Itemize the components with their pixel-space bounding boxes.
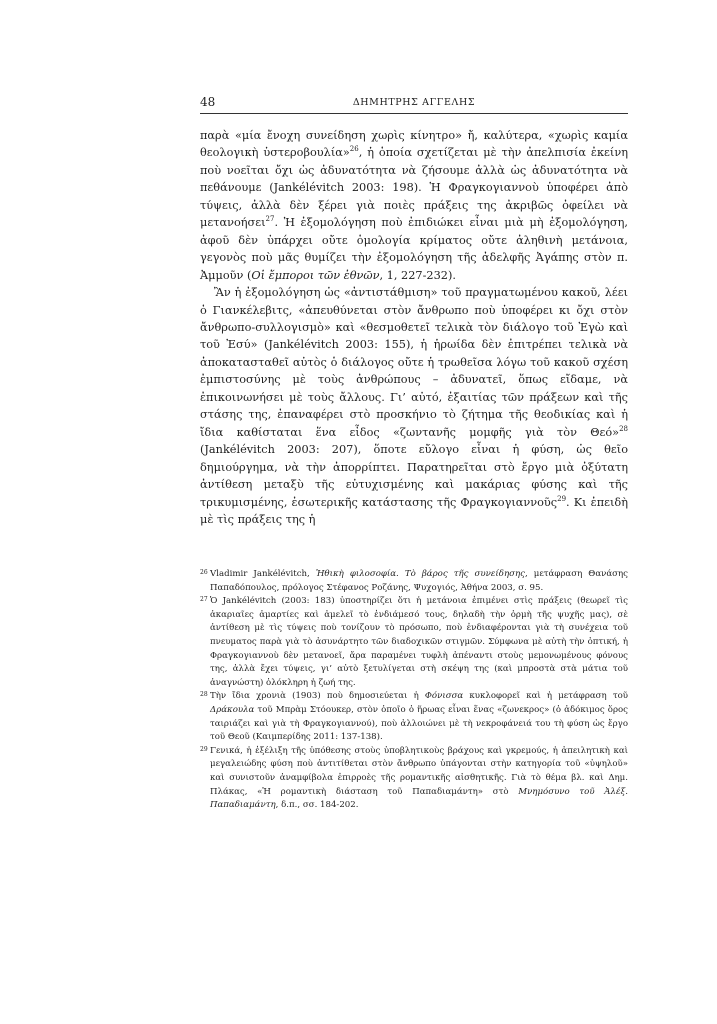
footnote-number: 28 — [200, 691, 208, 699]
footnote-ref-29[interactable]: 29 — [557, 494, 567, 503]
paragraph-2: Ἂν ἡ ἐξομολόγηση ὡς «ἀντιστάθμιση» τοῦ πραγματωμένου κακοῦ, λέει ὁ Γιανκέλεβιτς, «ἀπευθύνεται στὸν ἄνθρωπο ποὺ ὑποφέρει κι ὄχι στὸν ἄνθρωπο-συλλογισμὸ» καὶ «θεσμοθετεῖ τελικὰ τὸν διάλογο τοῦ Ἐγὼ καὶ τοῦ Ἐσύ» (Jankélévitch 2003: 155), ἡ ἡρωίδα δὲν ἐπιτρέπει τελικὰ νὰ ἀποκατασταθεῖ αὐτὸς ὁ διάλογος οὔτε ἡ τρωθεῖσα λόγω τοῦ κακοῦ σχέση ἐμπιστοσύνης μὲ τοὺς ἀνθρώπους – ἀδυνατεῖ, ὅπως εἴδαμε, νὰ ἐπικοινωνήσει μὲ τοὺς ἄλλους. Γι’ αὐτό, ἐξαιτίας τῶν πράξεων καὶ τῆς στάσης της, ἐπαναφέρει στὸ προσκήνιο τὸ ζήτημα τῆς θεοδικίας καὶ ἡ ἴδια καθίσταται ἕνα εἶδος «ζωντανῆς μομφῆς γιὰ τὸν Θεό»$^{28}$ (Jankélévitch 2003: 207), ὅποτε εὔλογο εἶναι ἡ φύση, ὡς θεῖο δημιούργημα, νὰ τὴν ἀπορρίπτει. Παρατηρεῖται στὸ ἔργο μιὰ ὀξύτατη ἀντίθεση μεταξὺ τῆς εὐτυχισμένης καὶ μακάριας φύσης καὶ τῆς τρικυμισμένης, ἐσωτερικῆς κατάστασης τῆς Φραγκογιαννοῦς$^{29}$. Κι ἐπειδὴ μὲ τὶς πράξεις της ἡ — [200, 286, 629, 526]
footnote-26: 26 Vladimir Jankélévitch, Ἠθικὴ φιλοσοφία. Τὸ βάρος τῆς συνείδησης, μετάφραση Θανάσης Παπαδόπουλος, πρόλογος Στέφανος Ροζάνης, Ψυχογιός, Ἀθήνα 2003, σ. 95. — [200, 569, 628, 593]
footnote-ref-26[interactable]: 26 — [349, 145, 359, 154]
book-title-italic: Οἱ ἔμποροι τῶν ἐθνῶν — [251, 268, 380, 282]
running-head — [200, 94, 628, 112]
footnotes — [200, 568, 628, 813]
header-rule — [200, 113, 628, 114]
footnote-29: 29 Γενικά, ἡ ἐξέλιξη τῆς ὑπόθεσης στοὺς ὑποβλητικοὺς βράχους καὶ γκρεμούς, ἡ ἀπειλητικὴ καὶ μεγαλειώδης φύση ποὺ ἀντιτίθεται στὸν ἄνθρωπο ὑπάγονται στὴν κατηγορία τοῦ «ὑψηλοῦ» καὶ συνιστοῦν ἀναμφίβολα ἐπιρροὲς τῆς ρομαντικῆς αἰσθητικῆς. Γιὰ τὸ θέμα βλ. καὶ Δημ. Πλάκας, «Ἡ ρομαντικὴ διάσταση τοῦ Παπαδιαμάντη» στὸ Μνημόσυνο τοῦ Ἀλέξ. Παπαδιαμάντη, δ.π., σσ. 184-202. — [200, 745, 628, 811]
footnote-ref-27[interactable]: 27 — [265, 215, 275, 224]
footnote-number: 26 — [200, 569, 208, 576]
book-page — [200, 94, 629, 811]
footnote-number: 29 — [200, 745, 208, 753]
page-number: 48 — [200, 95, 216, 109]
footnote-ref-28[interactable]: 28 — [619, 424, 628, 433]
footnote-number: 27 — [200, 596, 208, 604]
running-title: ΔΗΜΗΤΡΗΣ ΑΓΓΕΛΗΣ — [352, 97, 476, 108]
footnote-27: 27 Ὁ Jankélévitch (2003: 183) ὑποστηρίζει ὅτι ἡ μετάνοια ἐπιμένει στὶς πράξεις (θεωρεῖ τὶς ἀκαριαῖες ἁμαρτίες καὶ ἀμελεῖ τὸ ἐνδιάμεσό τους, δηλαδὴ τὴν ὁρμὴ τῆς ψυχῆς μας), σὲ ἀντίθεση μὲ τὶς τύψεις ποὺ τονίζουν τὸ πρόσωπο, ποὺ ἐνδιαφέρονται γιὰ τὴ συνέχεια τοῦ πνευματος παρὰ γιὰ τὸ ἀσυνάρτητο τῶν διαδοχικῶν στιγμῶν. Σύμφωνα μὲ αὐτὴ τὴν ὀπτική, ἡ Φραγκογιαννοὺ δὲν μετανοεῖ, ἄρα παραμένει τυφλὴ ἀπέναντι στοὺς μεμονωμένους φόνους της, ἀλλὰ ἔχει τύψεις, γι’ αὐτὸ ξετυλίγεται στὴ σκέψη της (καὶ μπροστὰ στὰ μάτια τοῦ ἀναγνώστη) ὁλόκληρη ἡ ζωή της. — [200, 596, 628, 688]
footnote-28: 28 Τὴν ἴδια χρονιὰ (1903) ποὺ δημοσιεύεται ἡ Φόνισσα κυκλοφορεῖ καὶ ἡ μετάφραση τοῦ Δράκουλα τοῦ Μπρὰμ Στόουκερ, στὸν ὁποῖο ὁ ἥρωας εἶναι ἕνας «ζωνεκρος» (ὁ ἀδόκιμος ὅρος ταιριάζει καὶ γιὰ τὴ Φραγκογιαννού), ποὺ ἀλλοιώνει μὲ τὴ νεκροφάνειά του τὴ φύση ὡς ἔργο τοῦ Θεοῦ (Καιμπερίδης 2011: 137-138). — [200, 691, 629, 743]
paragraph-1: παρὰ «μία ἔνοχη συνείδηση χωρὶς κίνητρο» ἤ, καλύτερα, «χωρὶς καμία θεολογικὴ ὑστεροβουλία»$^{26}$, ἡ ὁποία σχετίζεται μὲ τὴν ἀπελπισία ἐκείνη ποὺ νοεῖται ὄχι ὡς ἀδυνατότητα νὰ ζήσουμε ἀλλὰ ὡς ἀδυνατότητα νὰ πεθάνουμε (Jankélévitch 2003: 198). Ἡ Φραγκογιαννοὺ ὑποφέρει ἀπὸ τύψεις, ἀλλὰ δὲν ξέρει γιὰ ποιὲς πράξεις της ἀκριβῶς ὀφείλει νὰ μετανοήσει$^{27}$. Ἡ ἐξομολόγηση ποὺ ἐπιδιώκει εἶναι μιὰ μὴ ἐξομολόγηση, ἀφοῦ δὲν ὑπάρχει οὔτε ὁμολογία κρίματος οὔτε ἀληθινὴ μετάνοια, γεγονὸς ποὺ μᾶς θυμίζει τὴν ἐξομολόγηση τῆς ἀδελφῆς Ἀγάπης στὸν π. Ἀμμοῦν (Οἱ ἔμποροι τῶν ἐθνῶν, 1, 227-232). — [200, 129, 628, 282]
body-text — [200, 127, 628, 528]
